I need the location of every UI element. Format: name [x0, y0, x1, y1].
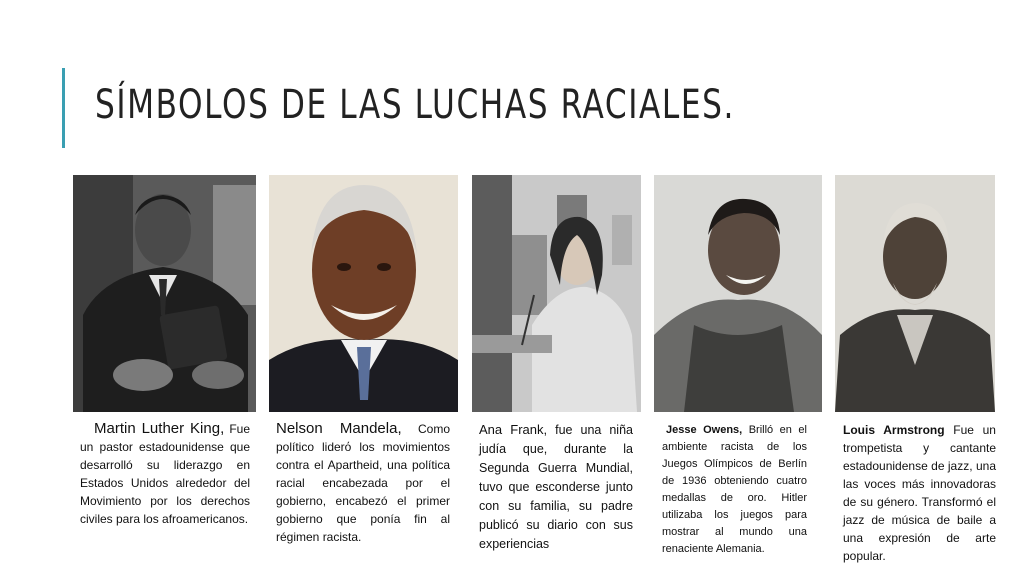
photo-louis-armstrong — [835, 175, 995, 412]
caption-ana-frank — [479, 420, 633, 554]
caption-louis-armstrong — [843, 421, 996, 565]
caption-nelson-mandela — [276, 420, 450, 546]
caption-text: Como político liderό los movimientos contra el Apartheid, una política racial encabezada por el gobierno, encabezó el primer gobierno que ponía fin al régimen racista. — [276, 422, 450, 544]
slide-title: SÍMBOLOS DE LAS LUCHAS RACIALES. — [95, 82, 735, 128]
photo-jesse-owens — [654, 175, 822, 412]
caption-text: Fue un trompetista y cantante estadounidense de jazz, una las voces más innovadoras de su género. Transformó el jazz de música de baile a una expresión de arte popular. — [843, 423, 996, 563]
photo-nelson-mandela — [269, 175, 458, 412]
caption-text: fue una niña judía que, durante la Segunda Guerra Mundial, tuvo que esconderse junto con su familia, su padre publicó su diario con sus experiencias — [479, 423, 633, 551]
title-accent-bar — [62, 68, 65, 148]
photo-ana-frank — [472, 175, 641, 412]
caption-name: Louis Armstrong — [843, 423, 945, 437]
caption-name: Martin Luther King, — [94, 420, 225, 437]
caption-name: Jesse Owens, — [666, 424, 743, 436]
caption-text: Brilló en el ambiente racista de los Juegos Olímpicos de Berlín de 1936 obteniendo cuatro medallas de oro. Hitler utilizaba los juegos para mostrar al mundo una renaciente Alemania. — [662, 424, 807, 555]
caption-name: Nelson Mandela, — [276, 420, 402, 437]
caption-jesse-owens — [662, 422, 807, 558]
caption-martin-luther-king — [80, 420, 250, 528]
photo-martin-luther-king — [73, 175, 256, 412]
caption-text: Fue un pastor estadounidense que desarrolló su liderazgo en Estados Unidos alrededor del Movimiento por los derechos civiles para los afroamericanos. — [80, 422, 250, 526]
caption-name: Ana Frank, — [479, 422, 548, 437]
